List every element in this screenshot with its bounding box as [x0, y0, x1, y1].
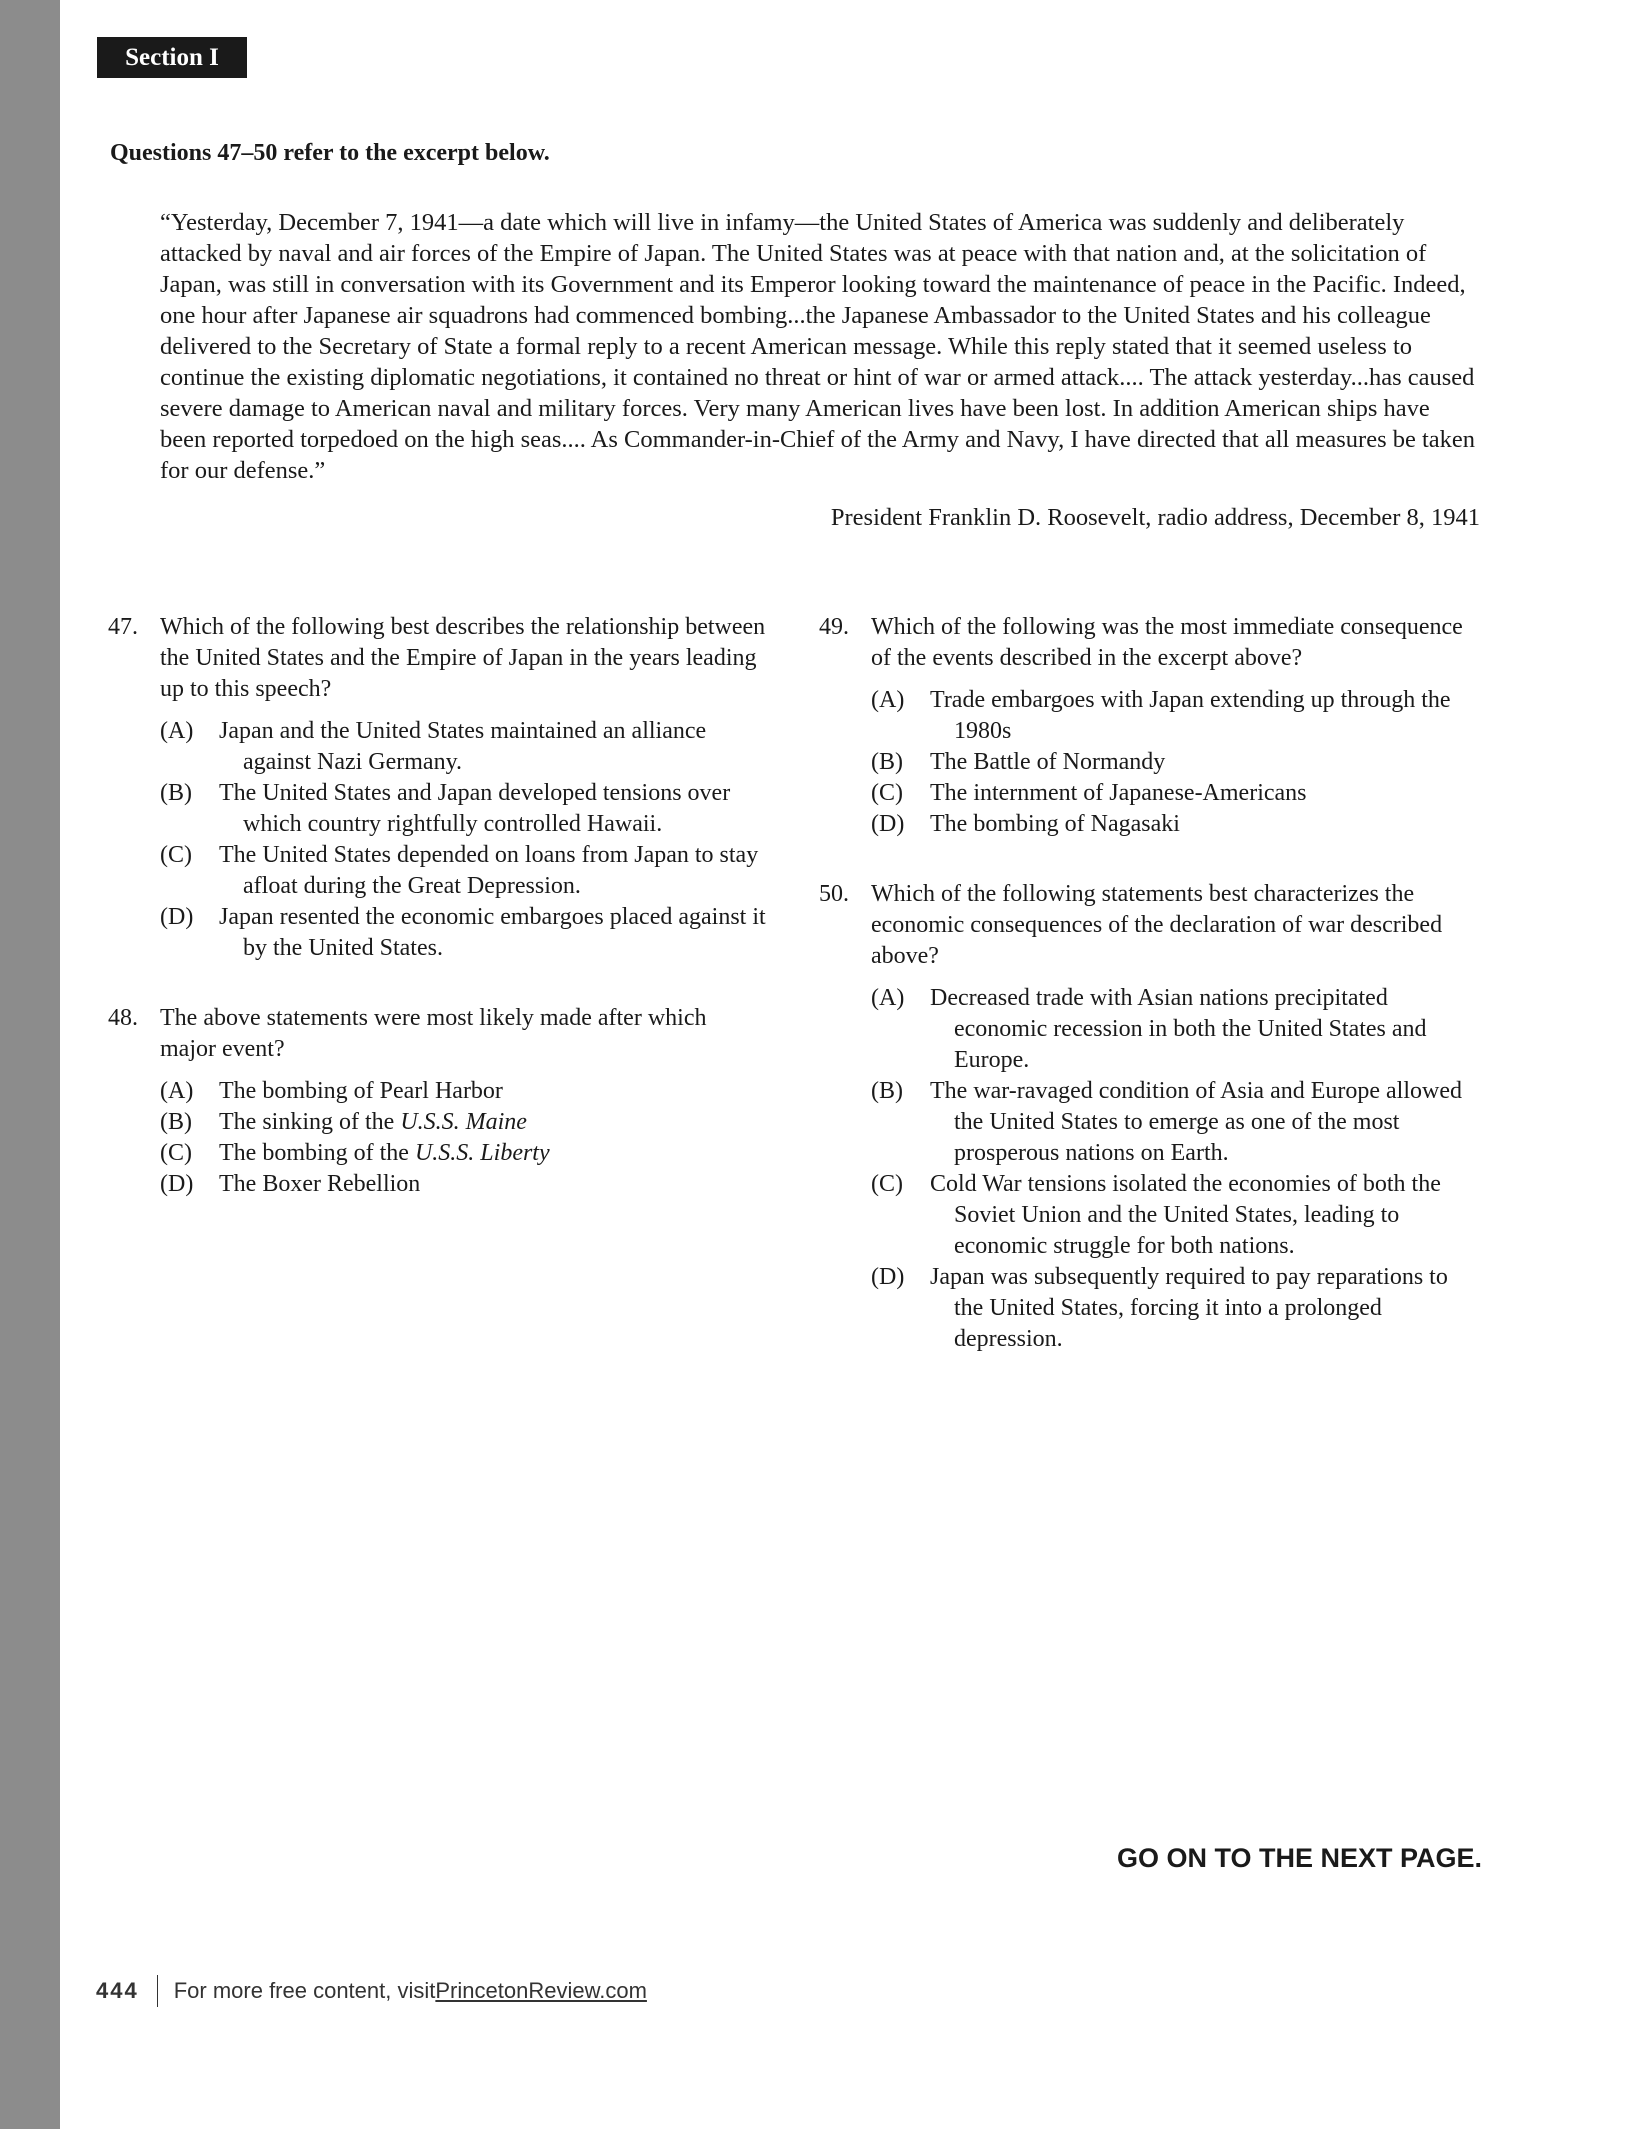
choice-text: Japan was subsequently required to pay reparations to the United States, forcing it into a prolonged depression.: [930, 1264, 1448, 1352]
question-number: 50.: [819, 881, 849, 907]
question-stem: Which of the following best describes the relationship between the United States and the Empire of Japan in the years leading up to this speech?: [160, 614, 766, 702]
choice-text: The bombing of the U.S.S. Liberty: [219, 1140, 550, 1166]
choice-text: Decreased trade with Asian nations precipitated economic recession in both the United States and Europe.: [930, 985, 1427, 1073]
answer-choice-c[interactable]: [160, 840, 768, 902]
question-number: 48.: [108, 1005, 138, 1031]
answer-choice-a[interactable]: [871, 685, 1479, 747]
question-stem: The above statements were most likely made after which major event?: [160, 1005, 707, 1062]
choice-text: The United States and Japan developed tensions over which country rightfully controlled Hawaii.: [219, 780, 731, 837]
answer-choice-b[interactable]: [160, 1107, 768, 1138]
page-number: 444: [96, 1978, 139, 2003]
choice-letter: (D): [160, 1171, 194, 1197]
choice-text: Japan resented the economic embargoes placed against it by the United States.: [219, 904, 766, 961]
choice-text: The bombing of Pearl Harbor: [219, 1078, 503, 1104]
answer-choices: [871, 983, 1479, 1355]
passage-excerpt: “Yesterday, December 7, 1941—a date which will live in infamy—the United States of America was suddenly and deliberately attacked by naval and air forces of the Empire of Japan. The United States was at peace with that nation and, at the solicitation of Japan, was still in conversation with its Government and its Emperor looking toward the maintenance of peace in the Pacific. Indeed, one hour after Japanese air squadrons had commenced bombing...the Japanese Ambassador to the United States and his colleague delivered to the Secretary of State a formal reply to a recent American message. While this reply stated that it seemed useless to continue the existing diplomatic negotiations, it contained no threat or hint of war or armed attack.... The attack yesterday...has caused severe damage to American naval and military forces. Very many American lives have been lost. In addition American ships have been reported torpedoed on the high seas.... As Commander-in-Chief of the Army and Navy, I have directed that all measures be taken for our defense.”: [160, 209, 1476, 484]
answer-choices: [160, 716, 768, 964]
question-49: [819, 612, 1479, 840]
choice-text: The sinking of the U.S.S. Maine: [219, 1109, 527, 1135]
answer-choice-d[interactable]: [160, 902, 768, 964]
answer-choice-b[interactable]: [871, 747, 1479, 778]
choice-text: Cold War tensions isolated the economies of both the Soviet Union and the United States, leading to economic struggle for both nations.: [930, 1171, 1441, 1259]
answer-choice-b[interactable]: [871, 1076, 1479, 1169]
choice-letter: (B): [871, 1078, 903, 1104]
question-number: 49.: [819, 614, 849, 640]
answer-choice-c[interactable]: [160, 1138, 768, 1169]
footer-text: For more free content, visit: [173, 1978, 436, 2003]
choice-text: The internment of Japanese-Americans: [930, 780, 1307, 806]
choice-letter: (D): [871, 811, 905, 837]
choice-letter: (A): [160, 718, 194, 744]
princeton-review-link[interactable]: PrincetonReview.com: [435, 1978, 647, 2003]
choice-letter: (D): [871, 1264, 905, 1290]
answer-choice-a[interactable]: [160, 716, 768, 778]
answer-choice-c[interactable]: [871, 778, 1479, 809]
choice-letter: (A): [871, 687, 905, 713]
choice-letter: (D): [160, 904, 194, 930]
page-edge-bar: [0, 0, 60, 2129]
answer-choices: [160, 1076, 768, 1200]
choice-text: Japan and the United States maintained an alliance against Nazi Germany.: [219, 718, 707, 775]
choice-letter: (C): [160, 1140, 192, 1166]
question-stem: Which of the following statements best characterizes the economic consequences of the declaration of war described above?: [871, 881, 1443, 969]
questions-heading: Questions 47–50 refer to the excerpt below.: [110, 140, 550, 166]
choice-text: The United States depended on loans from Japan to stay afloat during the Great Depression.: [219, 842, 759, 899]
question-48: [108, 1003, 768, 1200]
answer-choice-a[interactable]: [871, 983, 1479, 1076]
answer-choice-d[interactable]: [871, 1262, 1479, 1355]
choice-letter: (C): [160, 842, 192, 868]
question-47: [108, 612, 768, 964]
choice-letter: (B): [160, 1109, 192, 1135]
choice-letter: (C): [871, 1171, 903, 1197]
choice-letter: (C): [871, 780, 903, 806]
right-column: [819, 612, 1479, 1394]
footer-divider: [157, 1975, 158, 2007]
answer-choice-a[interactable]: [160, 1076, 768, 1107]
answer-choice-d[interactable]: [871, 809, 1479, 840]
choice-letter: (B): [871, 749, 903, 775]
answer-choice-b[interactable]: [160, 778, 768, 840]
left-column: [108, 612, 768, 1239]
question-50: [819, 879, 1479, 1355]
question-stem: Which of the following was the most immediate consequence of the events described in the excerpt above?: [871, 614, 1463, 671]
ship-name: U.S.S. Liberty: [414, 1140, 550, 1166]
question-number: 47.: [108, 614, 138, 640]
choice-text: The bombing of Nagasaki: [930, 811, 1180, 837]
answer-choices: [871, 685, 1479, 840]
choice-text: The Boxer Rebellion: [219, 1171, 421, 1197]
choice-letter: (B): [160, 780, 192, 806]
page-footer: [96, 1975, 647, 2007]
choice-text: The war-ravaged condition of Asia and Europe allowed the United States to emerge as one of the most prosperous nations on Earth.: [930, 1078, 1462, 1166]
choice-text: The Battle of Normandy: [930, 749, 1166, 775]
answer-choice-d[interactable]: [160, 1169, 768, 1200]
section-label: Section I: [97, 37, 247, 78]
choice-text: Trade embargoes with Japan extending up through the 1980s: [930, 687, 1451, 744]
ship-name: U.S.S. Maine: [400, 1109, 527, 1135]
choice-letter: (A): [160, 1078, 194, 1104]
answer-choice-c[interactable]: [871, 1169, 1479, 1262]
passage-attribution: President Franklin D. Roosevelt, radio address, December 8, 1941: [830, 504, 1480, 531]
go-next-page-notice: GO ON TO THE NEXT PAGE.: [1116, 1843, 1482, 1873]
choice-letter: (A): [871, 985, 905, 1011]
